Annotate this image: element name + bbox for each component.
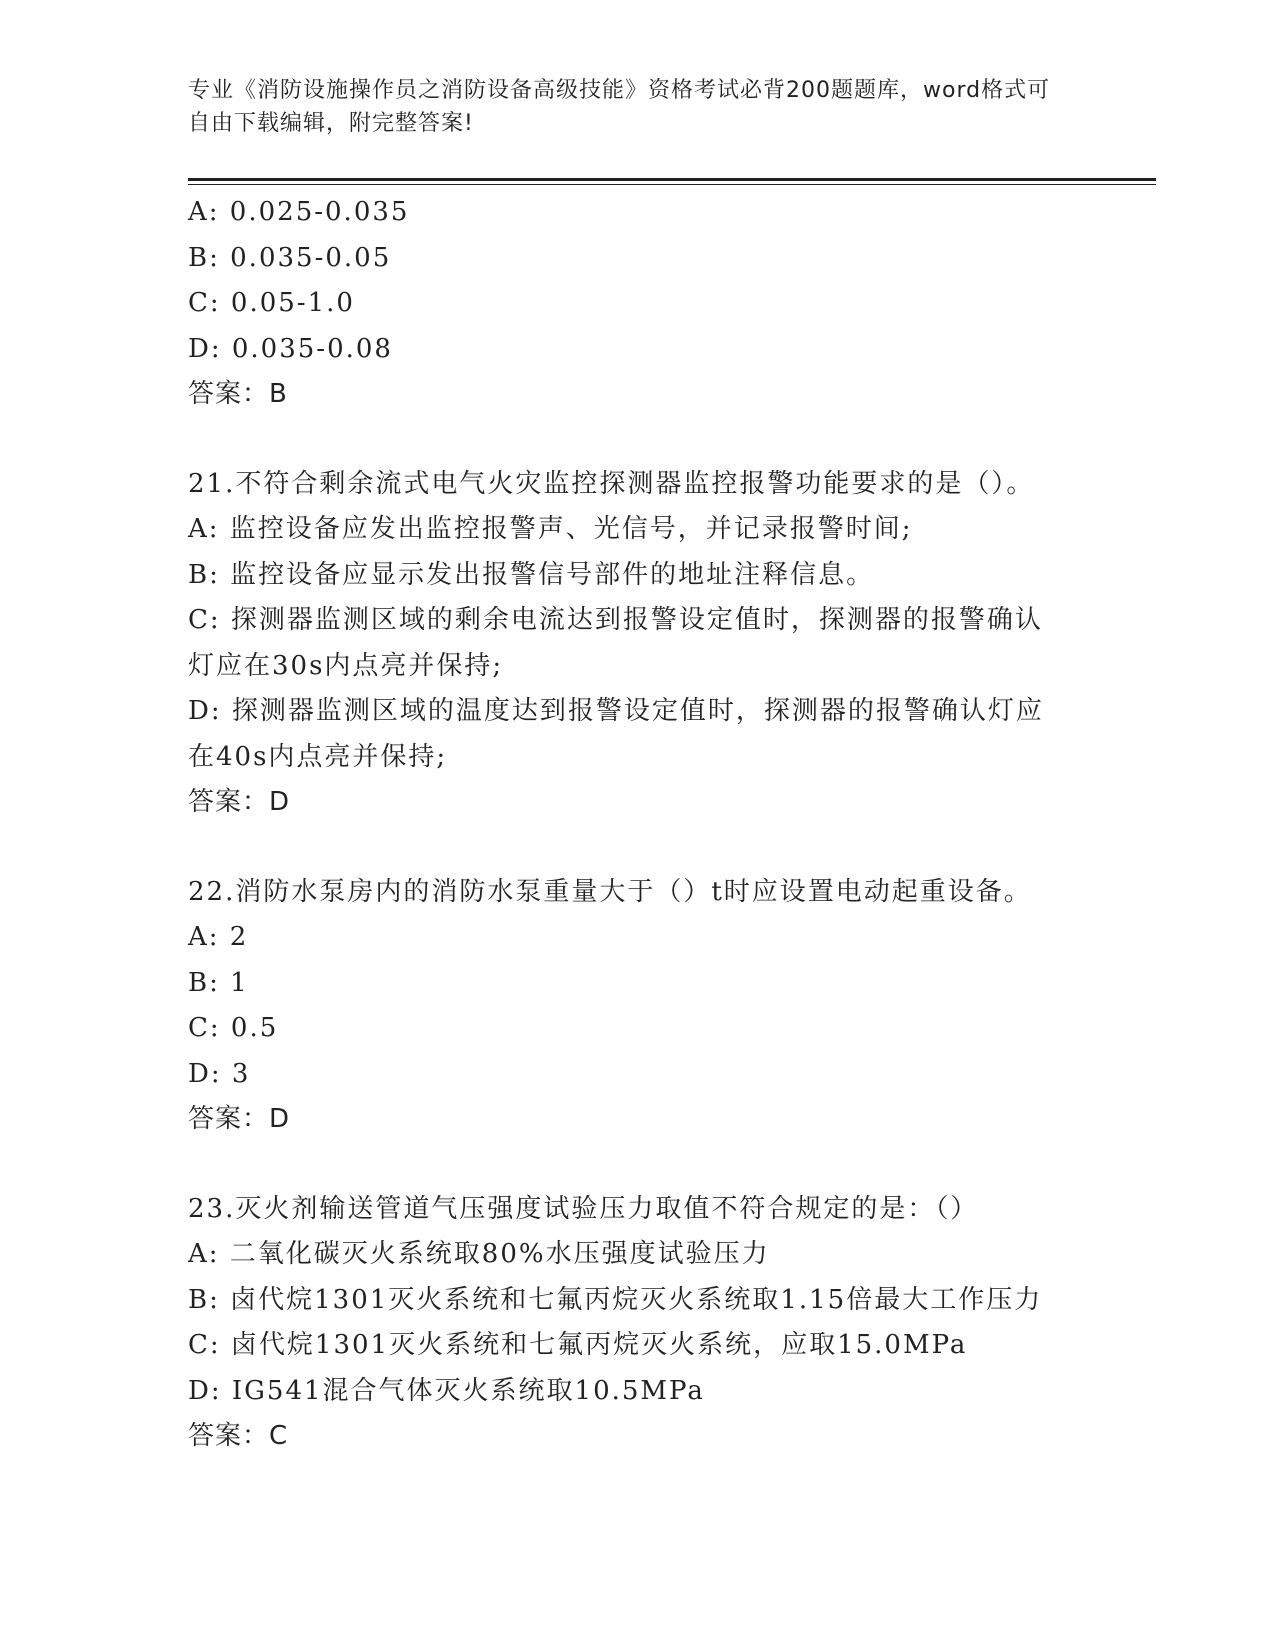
option-c: C: 0.05-1.0 [188, 288, 355, 318]
option-d: D: 0.035-0.08 [188, 333, 393, 364]
option-c: C: 卤代烷1301灭火系统和七氟丙烷灭火系统，应取15.0MPa [188, 1330, 968, 1360]
option-a: A: 监控设备应发出监控报警声、光信号，并记录报警时间; [188, 514, 913, 544]
question-23 [188, 1187, 1088, 1460]
answer: 答案：D [188, 1104, 291, 1134]
question-21 [188, 462, 1088, 826]
answer: 答案：C [188, 1421, 289, 1451]
answer: 答案：D [188, 787, 291, 817]
page-header: 专业《消防设施操作员之消防设备高级技能》资格考试必背200题题库，word格式可自由下载编辑，附完整答案! [188, 78, 1051, 136]
question-list [188, 190, 1088, 1460]
option-a: A: 2 [188, 922, 249, 952]
option-b: B: 监控设备应显示发出报警信号部件的地址注释信息。 [188, 559, 875, 590]
option-a: A: 二氧化碳灭火系统取80%水压强度试验压力 [188, 1239, 770, 1269]
header-rule-thick [188, 178, 1156, 181]
option-a: A: 0.025-0.035 [188, 197, 410, 227]
option-b: B: 卤代烷1301灭火系统和七氟丙烷灭火系统取1.15倍最大工作压力 [188, 1284, 1043, 1315]
question-text: 21.不符合剩余流式电气火灾监控探测器监控报警功能要求的是（）。 [188, 468, 1035, 499]
answer: 答案：B [188, 379, 288, 409]
option-c: C: 0.5 [188, 1013, 279, 1043]
question-text: 23.灭火剂输送管道气压强度试验压力取值不符合规定的是：（） [188, 1193, 979, 1224]
question-22 [188, 870, 1088, 1143]
option-d: D: IG541混合气体灭火系统取10.5MPa [188, 1375, 705, 1406]
option-b: B: 1 [188, 967, 249, 998]
question-text: 22.消防水泵房内的消防水泵重量大于（）t时应设置电动起重设备。 [188, 876, 1032, 907]
option-b: B: 0.035-0.05 [188, 242, 392, 273]
spacer [188, 826, 1088, 870]
option-c: C: 探测器监测区域的剩余电流达到报警设定值时，探测器的报警确认灯应在30s内点亮并保持; [188, 605, 1043, 681]
header-rule-thin [188, 184, 1156, 185]
question-20 [188, 190, 1088, 418]
option-d: D: 3 [188, 1058, 251, 1089]
spacer [188, 418, 1088, 462]
option-d: D: 探测器监测区域的温度达到报警设定值时，探测器的报警确认灯应在40s内点亮并保持; [188, 696, 1044, 772]
spacer [188, 1143, 1088, 1187]
